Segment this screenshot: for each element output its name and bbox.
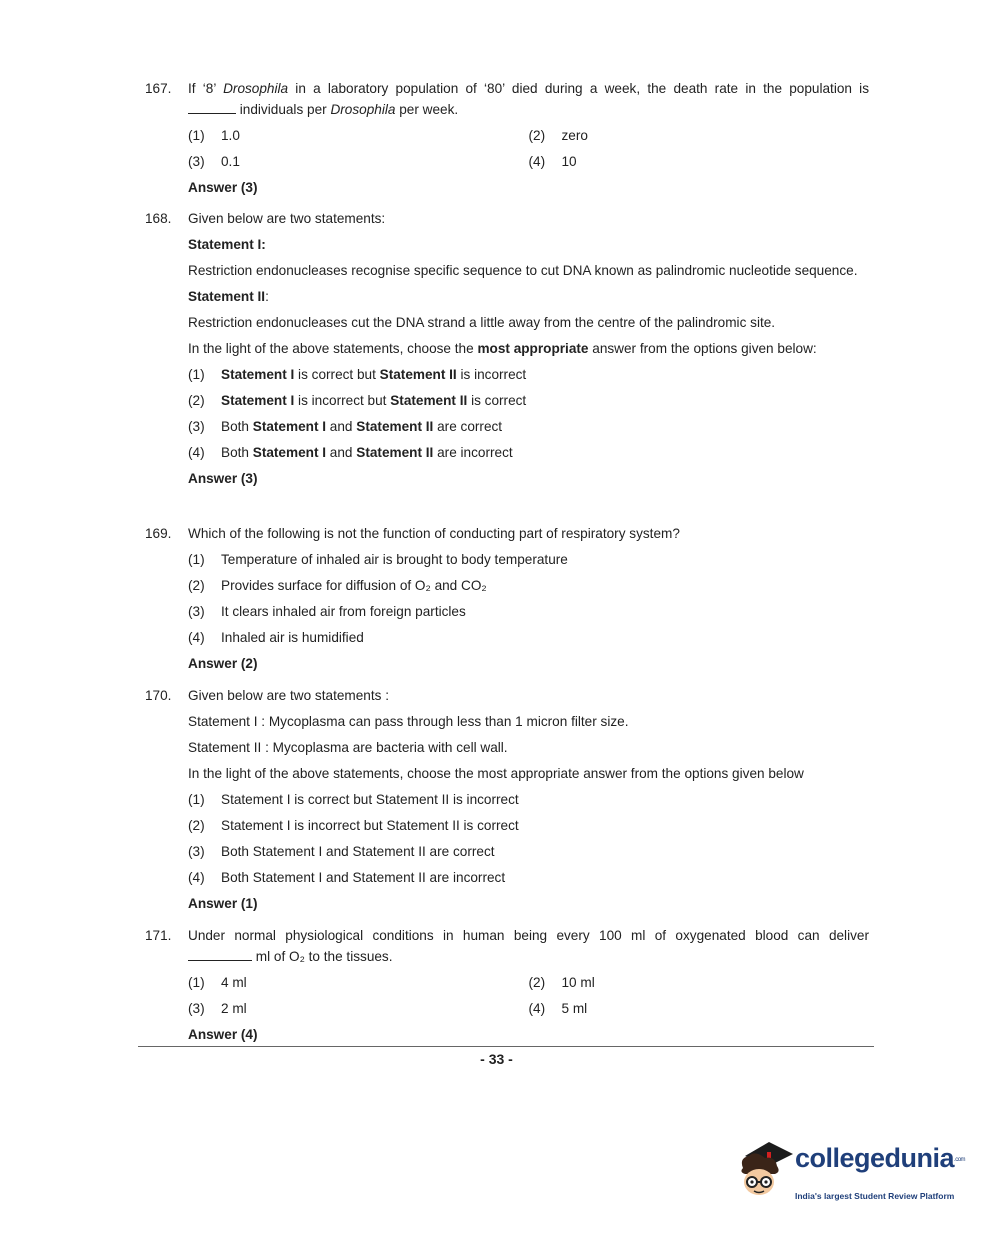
option: (3) It clears inhaled air from foreign particles <box>188 604 466 619</box>
answer-blank <box>188 99 236 114</box>
instruction: In the light of the above statements, choose the most appropriate answer from the options given below: <box>188 341 817 356</box>
question-167 <box>145 79 869 198</box>
statement-text: Statement II : Mycoplasma are bacteria with cell wall. <box>188 740 508 755</box>
collegedunia-logo[interactable] <box>735 1138 966 1208</box>
option: (4) Both Statement I and Statement II are incorrect <box>188 445 513 460</box>
question-intro: Given below are two statements : <box>188 688 389 703</box>
question-170 <box>145 686 869 914</box>
question-intro: Given below are two statements: <box>188 211 386 226</box>
question-text: Under normal physiological conditions in human being every 100 ml of oxygenated blood can deliver <box>188 928 869 943</box>
question-number: 171. <box>145 928 172 943</box>
statement-text: Restriction endonucleases cut the DNA strand a little away from the centre of the palindromic site. <box>188 315 776 330</box>
option: (4) Both Statement I and Statement II are incorrect <box>188 870 506 885</box>
statement-label: Statement I: <box>188 237 266 252</box>
question-text: Which of the following is not the function of conducting part of respiratory system? <box>188 526 680 541</box>
answer-blank <box>188 946 252 961</box>
question-number: 167. <box>145 81 172 96</box>
statement-label: Statement II <box>188 289 266 304</box>
option: (4) 10 <box>528 154 577 169</box>
answer: Answer (3) <box>188 471 258 486</box>
question-169 <box>145 524 869 674</box>
option: (3) 2 ml <box>188 1001 247 1016</box>
option: (2) Provides surface for diffusion of O₂ and CO₂ <box>188 578 487 593</box>
question-number: 168. <box>145 211 172 226</box>
question-text-cont: ml of O₂ to the tissues. <box>188 946 869 967</box>
statement-text: Statement I : Mycoplasma can pass through less than 1 micron filter size. <box>188 714 629 729</box>
question-171 <box>145 926 869 1045</box>
question-number: 170. <box>145 688 172 703</box>
option: (1) 4 ml <box>188 975 247 990</box>
answer: Answer (1) <box>188 896 258 911</box>
option: (2) zero <box>528 128 588 143</box>
question-text-cont: individuals per Drosophila per week. <box>188 99 869 120</box>
mascot-icon <box>735 1138 795 1208</box>
question-number: 169. <box>145 526 172 541</box>
option: (3) Both Statement I and Statement II are correct <box>188 844 495 859</box>
statement-text: Restriction endonucleases recognise specific sequence to cut DNA known as palindromic nucleotide sequence. <box>188 263 858 278</box>
option: (4) 5 ml <box>528 1001 588 1016</box>
answer: Answer (2) <box>188 656 258 671</box>
option: (2) Statement I is incorrect but Statement II is correct <box>188 818 519 833</box>
brand-name: collegedunia.com <box>795 1143 966 1173</box>
option: (4) Inhaled air is humidified <box>188 630 364 645</box>
page-number: - 33 - <box>480 1051 513 1067</box>
option: (3) Both Statement I and Statement II are correct <box>188 419 503 434</box>
instruction: In the light of the above statements, choose the most appropriate answer from the options given below <box>188 766 804 781</box>
option: (3) 0.1 <box>188 154 240 169</box>
question-168: 168. Given below are two statements: Statement I: Restriction endonucleases recognise specific sequence to cut DNA known as palindromic nucleotide sequence. Statement II: Restriction endonucleases cut the DNA strand a little away from the centre of the palindromic site. In the light of the above statements, choose the most appropriate answer from the options given below: (1) Statement I is correct but Statement II is incorrect (2) Statement I is incorrect but Statement II is correct (3) Both Statement I and Statement II are correct (4) Both Statement I and Statement II are incorrect Answer (3) <box>145 209 869 489</box>
option: (1) Statement I is correct but Statement II is incorrect <box>188 367 527 382</box>
option: (1) Statement I is correct but Statement II is incorrect <box>188 792 519 807</box>
brand-tagline: India's largest Student Review Platform <box>795 1191 955 1201</box>
option: (1) 1.0 <box>188 128 240 143</box>
option: (1) Temperature of inhaled air is brought to body temperature <box>188 552 568 567</box>
answer: Answer (3) <box>188 180 258 195</box>
option: (2) Statement I is incorrect but Statement II is correct <box>188 393 527 408</box>
answer: Answer (4) <box>188 1027 258 1042</box>
option: (2) 10 ml <box>528 975 595 990</box>
question-text: If ‘8’ Drosophila in a laboratory population of ‘80’ died during a week, the death rate in the population is <box>188 81 870 96</box>
footer-divider <box>138 1046 874 1047</box>
